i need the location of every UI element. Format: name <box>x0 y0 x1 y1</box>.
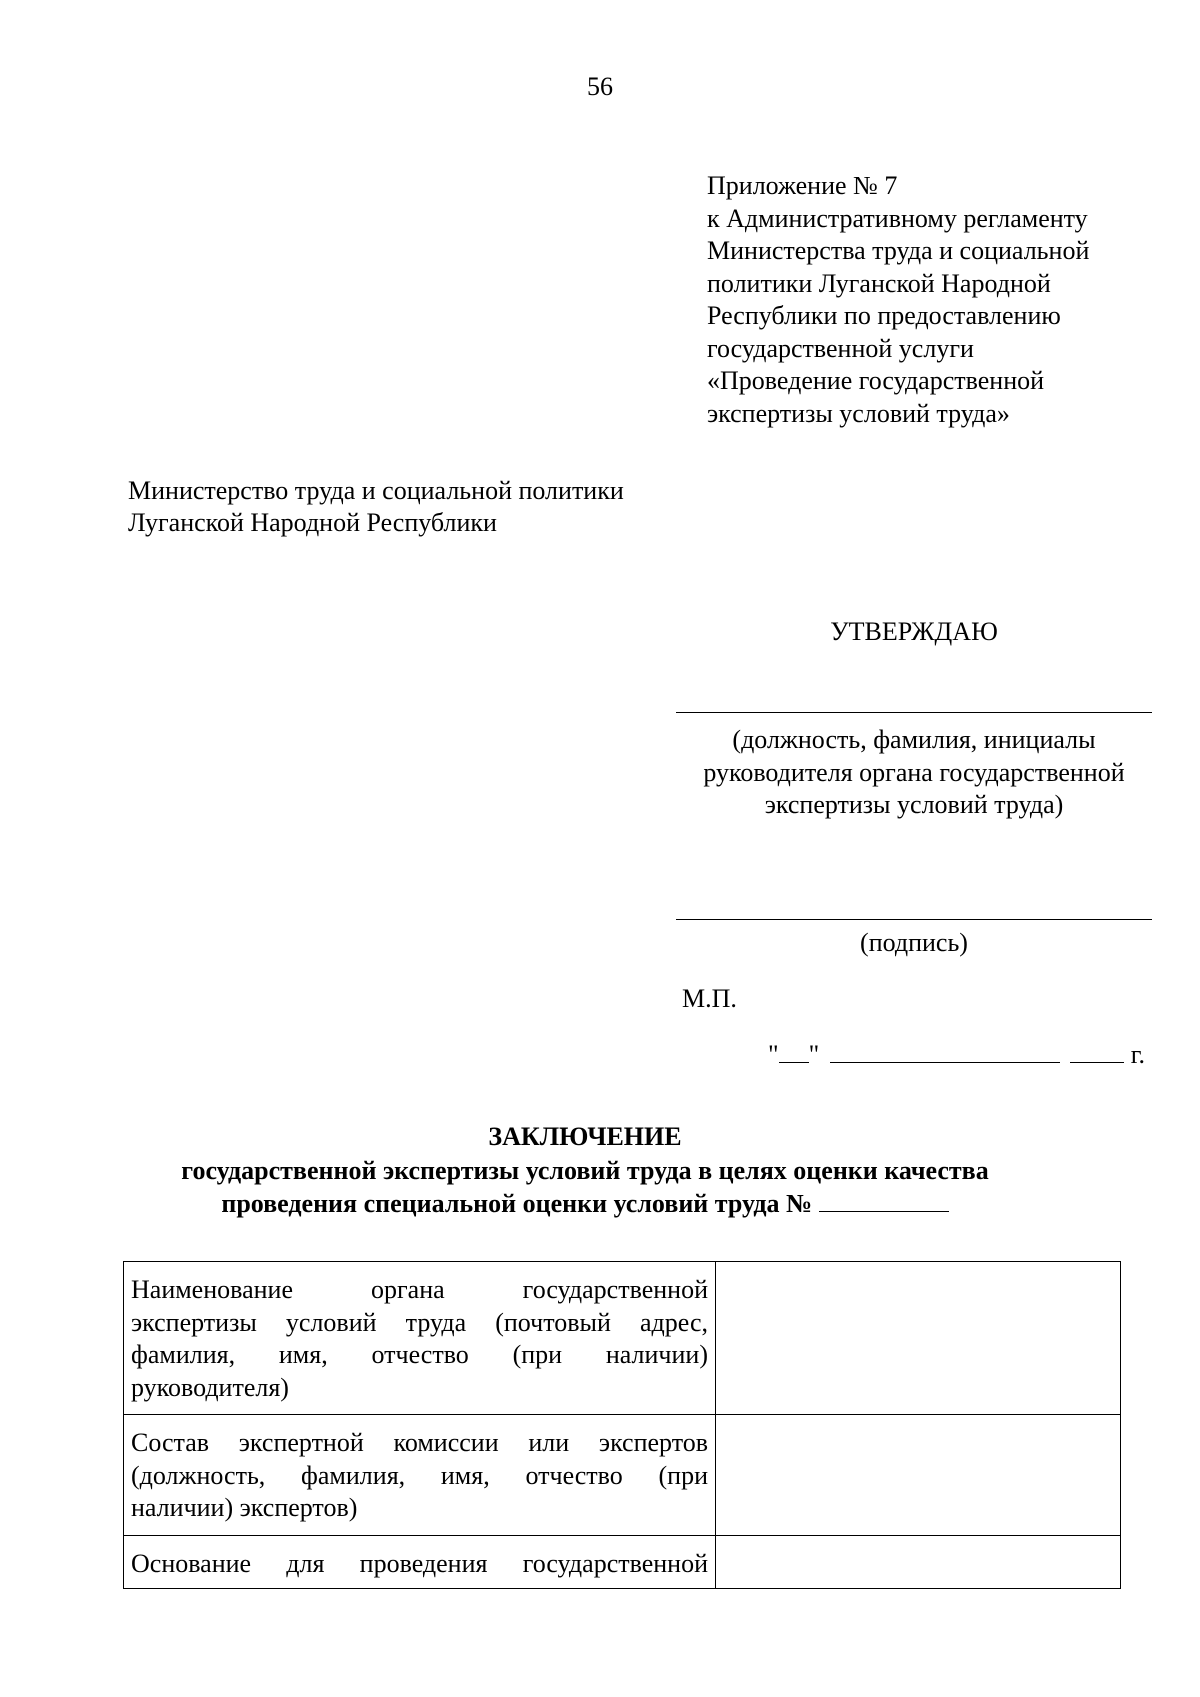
label-line: экспертизы условий труда (почтовый адрес, <box>131 1307 708 1337</box>
approval-heading: УТВЕРЖДАЮ <box>830 617 998 646</box>
label-line: фамилия, имя, отчество (при наличии) <box>131 1340 708 1369</box>
row-value[interactable] <box>716 1262 1121 1415</box>
signature-caption: (подпись) <box>860 928 968 957</box>
appendix-line: государственной услуги <box>707 333 974 363</box>
approval-date <box>768 1040 1145 1070</box>
row-label <box>124 1535 716 1589</box>
conclusion-form-table <box>123 1261 1121 1589</box>
table-row <box>124 1415 1121 1536</box>
appendix-line: экспертизы условий труда» <box>707 398 1010 428</box>
date-day-blank[interactable] <box>779 1040 809 1063</box>
appendix-line: «Проведение государственной <box>707 366 1045 395</box>
subtitle-line: проведения специальной оценки условий труда № <box>0 1187 1170 1220</box>
table-row <box>124 1535 1121 1589</box>
label-line: (должность, фамилия, имя, отчество (при <box>131 1460 708 1490</box>
label-line: Наименование органа государственной <box>131 1275 708 1304</box>
signature-line[interactable] <box>676 919 1152 920</box>
position-caption: (должность, фамилия, инициалы руководителя органа государственной экспертизы условий труда) <box>703 725 1125 819</box>
page-number: 56 <box>587 72 613 101</box>
appendix-line: Министерства труда и социальной <box>707 236 1090 265</box>
row-label <box>124 1262 716 1415</box>
date-quote-close: " <box>808 1040 820 1069</box>
appendix-line: политики Луганской Народной <box>707 268 1051 298</box>
label-line: наличии) экспертов) <box>131 1493 358 1522</box>
label-line: Состав экспертной комиссии или экспертов <box>131 1428 708 1457</box>
label-line: руководителя) <box>131 1372 289 1402</box>
row-value[interactable] <box>716 1535 1121 1589</box>
row-label <box>124 1415 716 1536</box>
table-row <box>124 1262 1121 1415</box>
position-signature-line[interactable] <box>676 712 1152 713</box>
ministry-name <box>128 475 728 539</box>
label-line: Основание для проведения государственной <box>131 1548 708 1578</box>
conclusion-number-blank[interactable] <box>819 1189 949 1212</box>
row-value[interactable] <box>716 1415 1121 1536</box>
appendix-line: Республики по предоставлению <box>707 301 1061 330</box>
appendix-line: Приложение № 7 <box>707 171 898 200</box>
appendix-line: к Административному регламенту <box>707 203 1088 233</box>
date-month-blank[interactable] <box>830 1040 1060 1063</box>
date-year-blank[interactable] <box>1070 1040 1124 1063</box>
date-quote-open: " <box>768 1040 779 1069</box>
appendix-reference <box>707 170 1167 430</box>
date-year-suffix: г. <box>1130 1040 1145 1069</box>
subtitle-line: государственной экспертизы условий труда в целях оценки качества <box>181 1156 989 1185</box>
ministry-line: Министерство труда и социальной политики <box>128 476 624 505</box>
stamp-label: М.П. <box>682 984 737 1013</box>
document-title: ЗАКЛЮЧЕНИЕ <box>488 1122 682 1151</box>
ministry-line: Луганской Народной Республики <box>128 508 497 537</box>
document-subtitle <box>0 1154 1170 1220</box>
